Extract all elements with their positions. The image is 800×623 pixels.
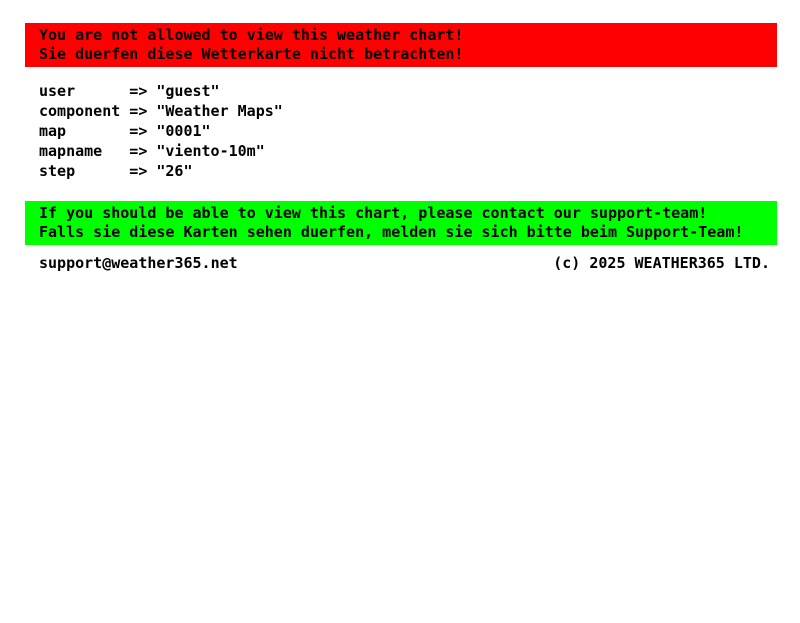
error-banner-line-de: Sie duerfen diese Wetterkarte nicht betrachten! xyxy=(39,45,464,63)
request-details xyxy=(39,81,800,181)
detail-row-mapname xyxy=(39,141,800,161)
arrow-glyph: => xyxy=(129,82,148,100)
arrow-glyph: => xyxy=(129,142,148,160)
detail-key: component xyxy=(39,102,121,120)
detail-row-component xyxy=(39,101,800,121)
footer xyxy=(39,254,770,273)
support-banner-line-en: If you should be able to view this chart, please contact our support-team! xyxy=(39,204,708,222)
detail-value: "viento-10m" xyxy=(156,142,265,160)
support-banner-line-de: Falls sie diese Karten sehen duerfen, melden sie sich bitte beim Support-Team! xyxy=(39,223,744,241)
detail-row-user xyxy=(39,81,800,101)
support-banner xyxy=(25,201,777,245)
arrow-glyph: => xyxy=(129,162,148,180)
detail-value: "26" xyxy=(156,162,193,180)
arrow-glyph: => xyxy=(129,122,148,140)
detail-key: step xyxy=(39,162,76,180)
detail-row-step xyxy=(39,161,800,181)
copyright-notice: (c) 2025 WEATHER365 LTD. xyxy=(553,254,770,272)
detail-value: "0001" xyxy=(156,122,211,140)
detail-key: user xyxy=(39,82,76,100)
detail-value: "Weather Maps" xyxy=(156,102,283,120)
detail-key: mapname xyxy=(39,142,103,160)
support-email: support@weather365.net xyxy=(39,254,238,272)
detail-value: "guest" xyxy=(156,82,220,100)
detail-row-map xyxy=(39,121,800,141)
error-banner xyxy=(25,23,777,67)
error-banner-line-en: You are not allowed to view this weather chart! xyxy=(39,26,464,44)
arrow-glyph: => xyxy=(129,102,148,120)
detail-key: map xyxy=(39,122,67,140)
